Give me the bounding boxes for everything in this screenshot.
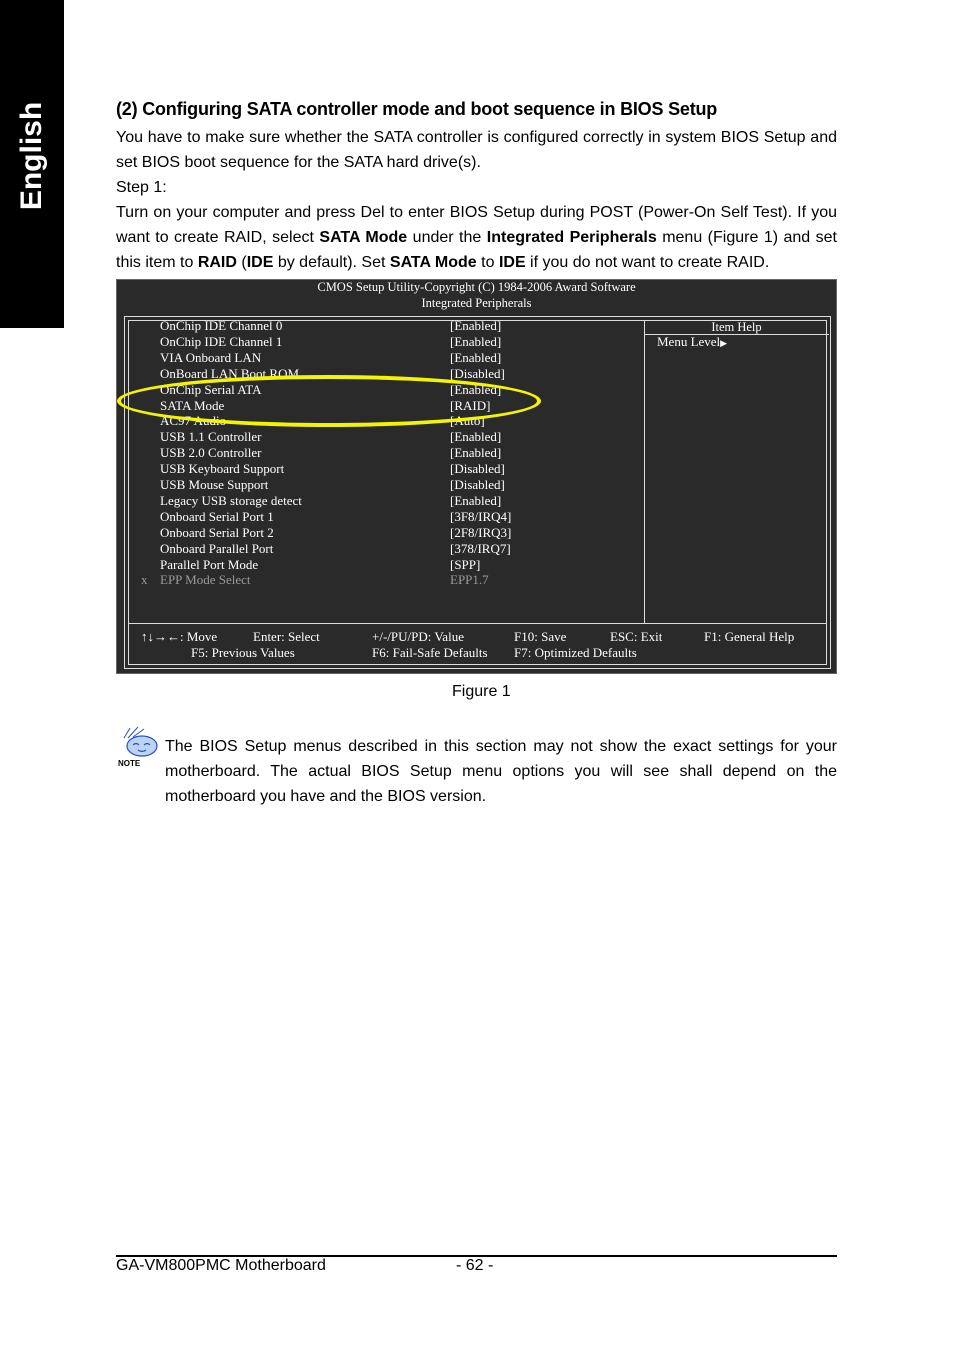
page-number: - 62 -	[456, 1257, 494, 1274]
setting-value[interactable]: [378/IRQ7]	[450, 540, 511, 556]
bios-screenshot	[116, 279, 837, 674]
setting-label: OnChip Serial ATA	[160, 381, 262, 397]
setting-value[interactable]: [Auto]	[450, 413, 485, 429]
setting-label: AC97 Audio	[160, 413, 227, 429]
note-icon	[116, 726, 162, 772]
setting-value[interactable]: [Disabled]	[450, 477, 505, 492]
step-label: Step 1:	[116, 179, 167, 196]
key-previous: F5: Previous Values	[191, 645, 295, 660]
item-help-body	[657, 334, 727, 350]
bios-horizontal-divider	[128, 623, 826, 624]
setting-label: OnChip IDE Channel 0	[160, 318, 283, 333]
note-label: NOTE	[118, 759, 141, 768]
setting-value[interactable]: [Enabled]	[450, 492, 502, 508]
setting-label: VIA Onboard LAN	[160, 349, 262, 365]
setting-value[interactable]: [Enabled]	[450, 445, 502, 461]
setting-value[interactable]: [Enabled]	[450, 429, 502, 445]
setting-value[interactable]: [Enabled]	[450, 333, 502, 349]
setting-value[interactable]: [2F8/IRQ3]	[450, 524, 512, 540]
setting-label: Parallel Port Mode	[160, 556, 259, 572]
sata-mode-highlight-ellipse	[117, 375, 541, 427]
bios-title: CMOS Setup Utility-Copyright (C) 1984-2006 Award Software	[317, 280, 636, 294]
setting-value[interactable]: [Disabled]	[450, 365, 505, 381]
setting-label: Onboard Parallel Port	[160, 540, 274, 556]
key-help: F1: General Help	[704, 629, 795, 644]
setting-label: OnChip IDE Channel 1	[160, 333, 283, 349]
footer-product-name: GA-VM800PMC Motherboard	[116, 1257, 326, 1274]
key-value: +/-/PU/PD: Value	[372, 629, 464, 644]
language-label: English	[15, 101, 48, 211]
setting-label: USB 2.0 Controller	[160, 445, 262, 461]
menu-level-text: Menu Level	[657, 334, 721, 349]
figure-caption: Figure 1	[452, 683, 511, 700]
setting-label: SATA Mode	[160, 397, 225, 413]
note-text: The BIOS Setup menus described in this section may not show the exact settings for your motherboard. The actual BIOS Setup menu options you will see shall depend on the motherboard you have and the BIOS version.	[165, 738, 837, 805]
key-exit: ESC: Exit	[610, 629, 663, 644]
setting-value[interactable]: [Enabled]	[450, 381, 502, 397]
setting-value[interactable]: [Enabled]	[450, 318, 502, 333]
item-help-title: Item Help	[644, 321, 829, 335]
setting-label: USB Mouse Support	[160, 477, 269, 492]
setting-value[interactable]: [Disabled]	[450, 461, 505, 477]
key-failsafe: F6: Fail-Safe Defaults	[372, 645, 488, 660]
bios-menu-title: Integrated Peripherals	[421, 296, 532, 310]
setting-value[interactable]: [Enabled]	[450, 349, 502, 365]
setting-label: Legacy USB storage detect	[160, 492, 302, 508]
step-paragraph: Turn on your computer and press Del to enter BIOS Setup during POST (Power-On Self Test). If you want to create RAID, select SATA Mode under the Integrated Peripherals menu (Figure 1) and set this item to RAID (IDE by default). Set SATA Mode to IDE if you do not want to create RAID.	[116, 204, 838, 271]
setting-value[interactable]: [SPP]	[450, 556, 481, 572]
setting-label: USB Keyboard Support	[160, 461, 285, 477]
setting-value[interactable]: [3F8/IRQ4]	[450, 508, 512, 524]
setting-disabled-mark: x	[141, 572, 148, 588]
setting-label: Onboard Serial Port 1	[160, 508, 274, 524]
setting-label: OnBoard LAN Boot ROM	[160, 365, 300, 381]
key-optimized: F7: Optimized Defaults	[514, 645, 637, 660]
intro-paragraph: You have to make sure whether the SATA controller is configured correctly in system BIOS Setup and set BIOS boot sequence for the SATA hard drive(s).	[116, 129, 837, 171]
setting-label: Onboard Serial Port 2	[160, 524, 274, 540]
setting-value[interactable]: EPP1.7	[450, 572, 489, 588]
language-side-tab	[0, 0, 64, 328]
setting-value[interactable]: [RAID]	[450, 397, 491, 413]
setting-label: USB 1.1 Controller	[160, 429, 262, 445]
bios-vertical-divider	[644, 321, 645, 623]
setting-label: EPP Mode Select	[160, 572, 251, 588]
key-move: ↑↓→←: Move	[141, 629, 218, 644]
section-heading: (2) Configuring SATA controller mode and boot sequence in BIOS Setup	[116, 99, 718, 119]
key-save: F10: Save	[514, 629, 567, 644]
key-enter: Enter: Select	[253, 629, 320, 644]
menu-level-arrow-icon: ▶	[720, 338, 728, 348]
